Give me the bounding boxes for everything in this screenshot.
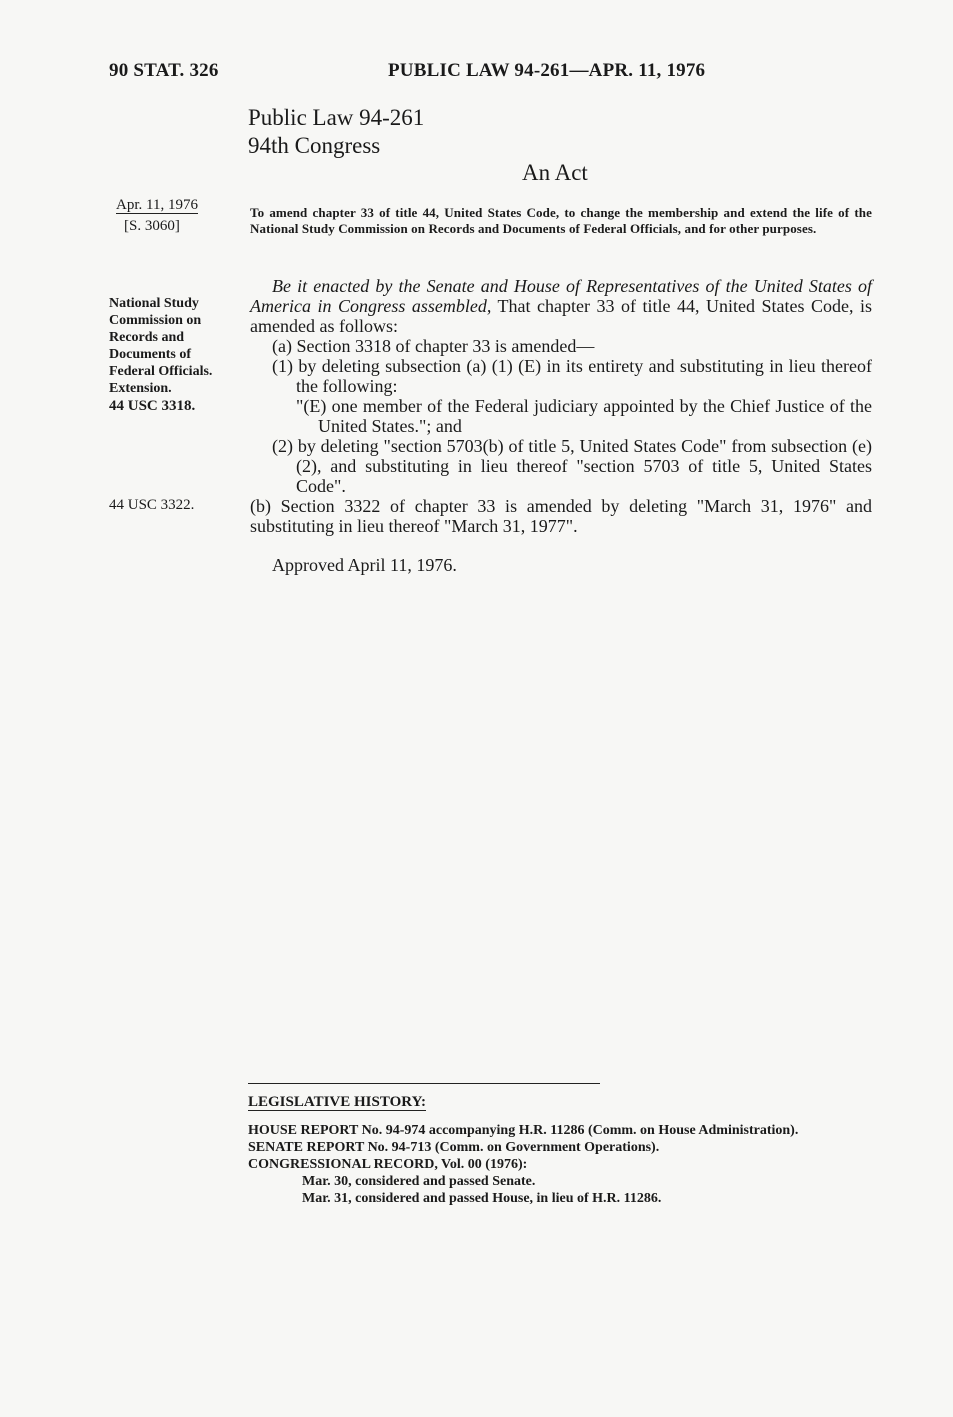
legislative-history (248, 1094, 870, 1207)
paragraph-2: (2) by deleting "section 5703(b) of title 5, United States Code" from subsection (e) (2), and substituting in lieu thereof "section 5703 of title 5, United States Code". (272, 436, 872, 496)
margin-citation-3318: 44 USC 3318. (109, 398, 196, 414)
act-heading: An Act (522, 160, 588, 185)
running-title: PUBLIC LAW 94-261—APR. 11, 1976 (388, 60, 706, 81)
approval-date: Approved April 11, 1976. (272, 555, 457, 575)
margin-bill-number: [S. 3060] (124, 218, 180, 234)
paragraph-1: (1) by deleting subsection (a) (1) (E) in its entirety and substituting in lieu thereof the following: (272, 356, 872, 396)
enacting-clause (250, 276, 872, 336)
margin-subject-line: Documents of (109, 347, 192, 362)
margin-subject-line: National Study (109, 296, 199, 311)
margin-subject-line: Records and (109, 330, 185, 345)
enacting-clause-italic: Be it enacted by the Senate and House of Representatives of the United States of America in Congress assembled, (250, 276, 872, 316)
section-a: (a) Section 3318 of chapter 33 is amended— (272, 336, 595, 356)
section-b: (b) Section 3322 of chapter 33 is amended by deleting "March 31, 1976" and substituting in lieu thereof "March 31, 1977". (250, 496, 872, 536)
divider (248, 1083, 600, 1084)
record-entry: Mar. 30, considered and passed Senate. (302, 1174, 536, 1189)
purpose-clause: To amend chapter 33 of title 44, United States Code, to change the membership and extend the life of the National Study Commission on Records and Documents of Federal Officials, and for other purposes. (250, 205, 872, 236)
margin-date: Apr. 11, 1976 (116, 197, 198, 213)
margin-subject-line: Federal Officials. (109, 364, 213, 379)
margin-subject-line: Extension. (109, 381, 172, 396)
margin-subject (109, 295, 244, 415)
statute-body (250, 276, 872, 575)
quoted-subparagraph-e: "(E) one member of the Federal judiciary appointed by the Chief Justice of the United States."; and (296, 396, 872, 436)
house-report: HOUSE REPORT No. 94-974 accompanying H.R. 11286 (Comm. on House Administration). (248, 1123, 799, 1138)
margin-subject-line: Commission on (109, 313, 202, 328)
stat-page-number: 90 STAT. 326 (109, 60, 219, 81)
senate-report: SENATE REPORT No. 94-713 (Comm. on Government Operations). (248, 1140, 660, 1155)
congressional-record: CONGRESSIONAL RECORD, Vol. 00 (1976): (248, 1157, 528, 1172)
margin-citation-3322: 44 USC 3322. (109, 497, 195, 513)
congress-number: 94th Congress (248, 133, 381, 158)
record-entry: Mar. 31, considered and passed House, in lieu of H.R. 11286. (302, 1191, 662, 1206)
enacting-clause-text: That chapter 33 of title 44, United States Code, is amended as follows: (250, 296, 872, 336)
law-number: Public Law 94-261 (248, 105, 425, 130)
legislative-history-heading: LEGISLATIVE HISTORY: (248, 1094, 427, 1110)
